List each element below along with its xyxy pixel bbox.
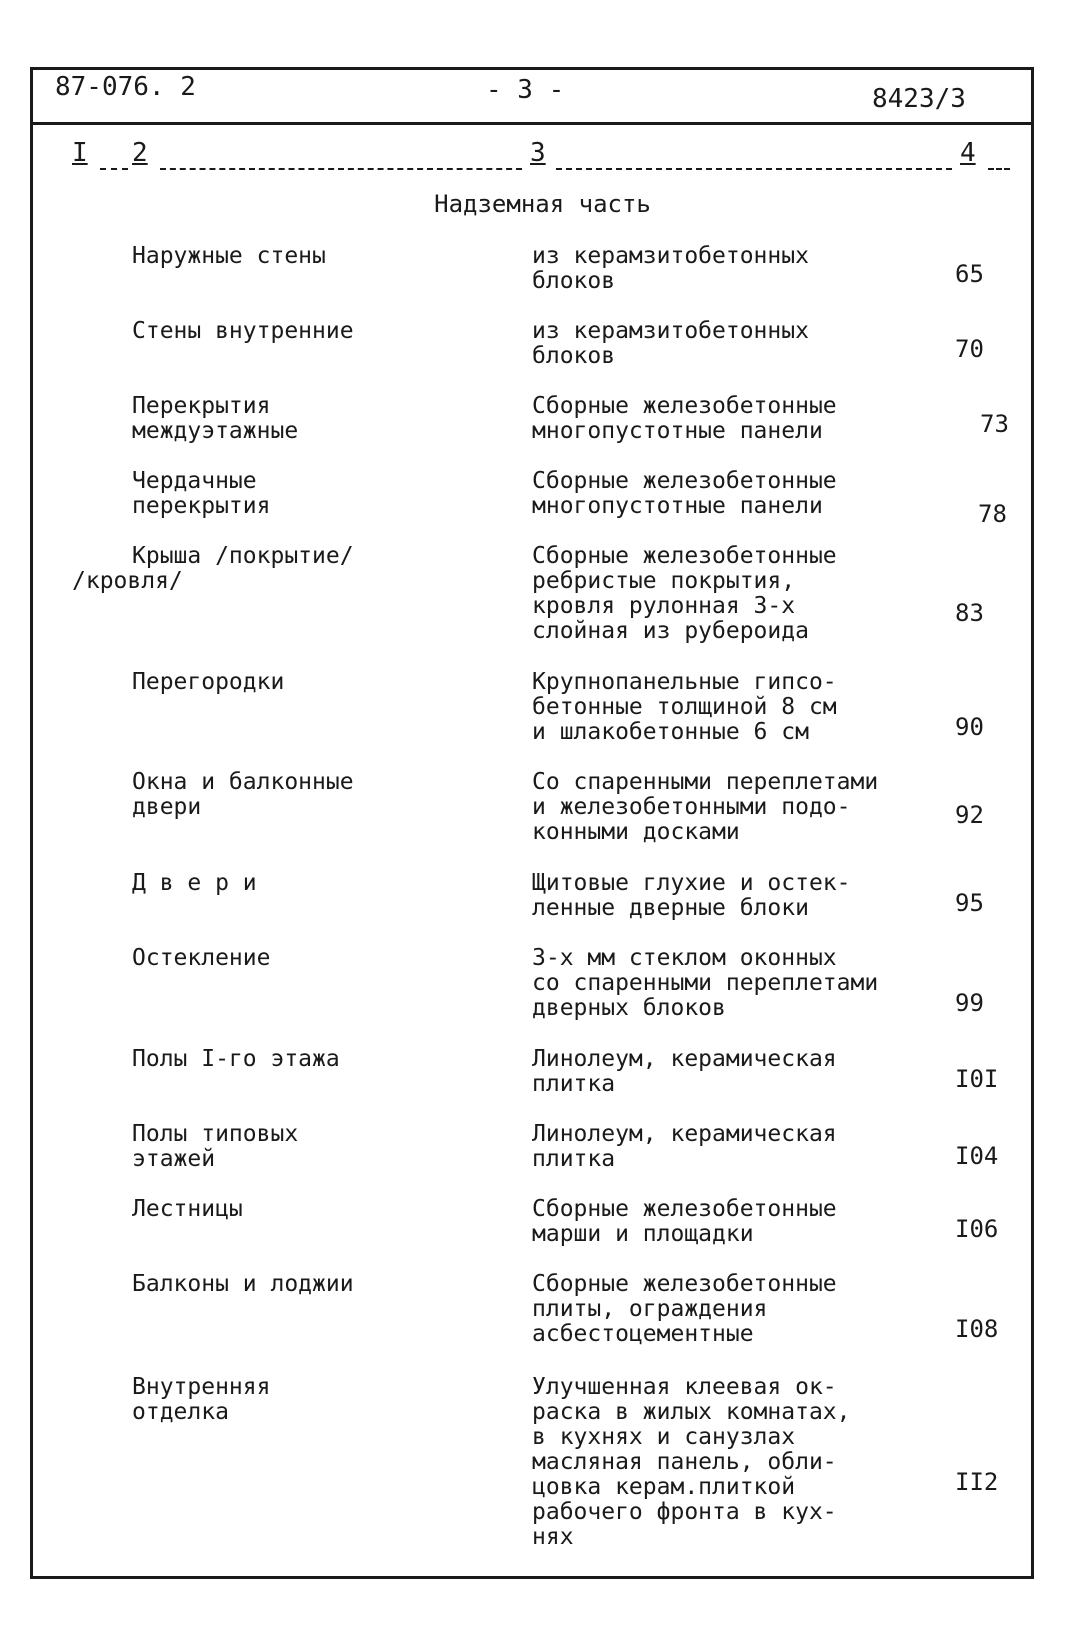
page-reference: 83 [955, 599, 984, 627]
element-name: Балконы и лоджии [132, 1271, 354, 1297]
page-number: - 3 - [486, 75, 565, 105]
element-name: Остекление [132, 945, 271, 971]
element-name: Перекрытия междуэтажные [132, 393, 299, 444]
column-header-rule [556, 168, 952, 170]
document-code: 87-076. 2 [55, 72, 196, 102]
page-reference: I06 [955, 1215, 999, 1243]
element-name: Внутренняя отделка [132, 1374, 271, 1425]
column-number-4: 4 [960, 138, 976, 168]
element-name: Окна и балконные двери [132, 769, 354, 820]
page-reference: I08 [955, 1315, 999, 1343]
column-number-2: 2 [132, 138, 148, 168]
page-reference: 99 [955, 989, 984, 1017]
element-name: Полы I-го этажа [132, 1046, 340, 1072]
element-description: Сборные железобетонные многопустотные панели [532, 393, 837, 444]
header-divider [30, 122, 1034, 125]
section-title: Надземная часть [434, 190, 651, 218]
page-reference: 92 [955, 801, 984, 829]
element-name: Д в е р и [132, 870, 257, 896]
element-description: Сборные железобетонные марши и площадки [532, 1196, 837, 1247]
page-reference: 65 [955, 260, 984, 288]
element-description: Щитовые глухие и остек- ленные дверные блоки [532, 870, 851, 921]
element-description: Со спаренными переплетами и железобетонными подо- конными досками [532, 769, 879, 845]
element-name: Перегородки [132, 669, 285, 695]
element-description: Крупнопанельные гипсо- бетонные толщиной 8 см и шлакобетонные 6 см [532, 669, 837, 745]
element-description: 3-х мм стеклом оконных со спаренными переплетами дверных блоков [532, 945, 879, 1021]
element-description: Сборные железобетонные многопустотные панели [532, 468, 837, 519]
page-reference: 70 [955, 335, 984, 363]
column-number-3: 3 [530, 138, 546, 168]
column-number-1: I [72, 138, 88, 168]
column-header-rule [160, 168, 522, 170]
element-description: из керамзитобетонных блоков [532, 243, 809, 294]
element-description: Сборные железобетонные плиты, ограждения асбестоцементные [532, 1271, 837, 1347]
element-description: из керамзитобетонных блоков [532, 318, 809, 369]
element-name: Стены внутренние [132, 318, 354, 344]
element-description: Линолеум, керамическая плитка [532, 1121, 837, 1172]
page-reference: I0I [955, 1065, 999, 1093]
page-reference: 95 [955, 889, 984, 917]
page-reference: 73 [980, 410, 1009, 438]
element-description: Линолеум, керамическая плитка [532, 1046, 837, 1097]
page-reference: II2 [955, 1468, 999, 1496]
element-name: Наружные стены [132, 243, 326, 269]
element-name: Полы типовых этажей [132, 1121, 299, 1172]
element-name: Крыша /покрытие/ /кровля/ [72, 543, 354, 594]
page-reference: 78 [978, 500, 1007, 528]
element-name: Лестницы [132, 1196, 243, 1222]
page-reference: I04 [955, 1142, 999, 1170]
column-header-rule [988, 168, 1010, 170]
element-description: Улучшенная клеевая ок- раска в жилых комнатах, в кухнях и санузлах масляная панель, обли- цовка керам.плиткой рабочего фронта в кух- нях [532, 1374, 851, 1550]
element-description: Сборные железобетонные ребристые покрытия, кровля рулонная 3-х слойная из рубероида [532, 543, 837, 644]
sheet-reference: 8423/3 [872, 84, 966, 114]
column-header-rule [100, 168, 128, 170]
element-name: Чердачные перекрытия [132, 468, 271, 519]
page-reference: 90 [955, 713, 984, 741]
